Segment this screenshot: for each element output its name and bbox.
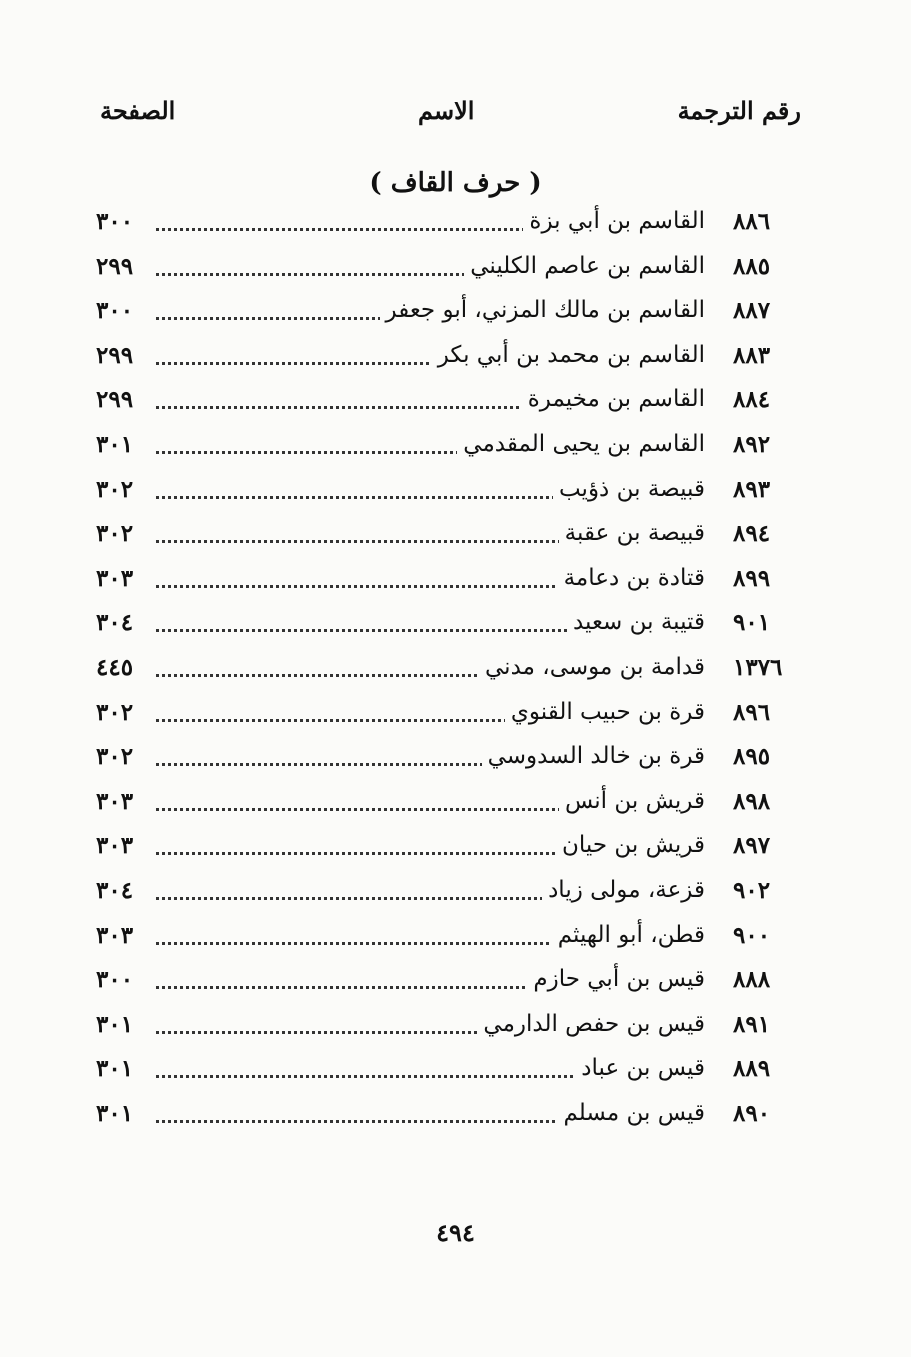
entry-page: ٣٠٢ [96, 743, 134, 770]
entry-name: قدامة بن موسى، مدني [479, 654, 705, 680]
index-entry [0, 247, 911, 291]
entry-name: قرة بن حبيب القنوي [505, 699, 705, 725]
entry-name: قريش بن أنس [559, 788, 705, 814]
entry-page: ٢٩٩ [96, 386, 134, 413]
entry-page: ٣٠٤ [96, 877, 134, 904]
index-entry [0, 425, 911, 469]
page-number: ٤٩٤ [436, 1218, 475, 1247]
entry-number: ٨٨٩ [733, 1055, 771, 1082]
entry-name: القاسم بن يحيى المقدمي [457, 431, 705, 457]
entry-number: ٨٩٤ [733, 520, 771, 547]
header-number-label: رقم الترجمة [677, 96, 801, 125]
column-header [0, 96, 911, 136]
entry-page: ٣٠١ [96, 431, 134, 458]
entry-page: ٣٠٢ [96, 520, 134, 547]
entry-page: ٢٩٩ [96, 253, 134, 280]
index-entry [0, 336, 911, 380]
entry-number: ٨٨٤ [733, 386, 771, 413]
index-entry [0, 693, 911, 737]
entry-number: ٨٨٧ [733, 297, 771, 324]
entry-name: قيس بن مسلم [557, 1100, 705, 1126]
entry-number: ٨٨٥ [733, 253, 771, 280]
entry-name: القاسم بن عاصم الكليني [464, 253, 705, 279]
entry-number: ٩٠١ [733, 609, 771, 636]
entry-name: قبيصة بن ذؤيب [553, 476, 705, 502]
index-entry [0, 1094, 911, 1138]
index-entry [0, 380, 911, 424]
entry-name: قيس بن حفص الدارمي [477, 1011, 705, 1037]
entry-name: قطن، أبو الهيثم [552, 922, 705, 948]
entry-name: القاسم بن مخيمرة [522, 386, 705, 412]
entry-page: ٣٠٢ [96, 699, 134, 726]
index-entry [0, 559, 911, 603]
index-entry [0, 202, 911, 246]
entry-number: ٨٩٠ [733, 1100, 771, 1127]
entry-page: ٣٠٠ [96, 297, 134, 324]
entry-name: قتيبة بن سعيد [567, 609, 705, 635]
entry-number: ٨٩٧ [733, 832, 771, 859]
entry-number: ٨٨٨ [733, 966, 771, 993]
entry-number: ٨٩٨ [733, 788, 771, 815]
header-page-label: الصفحة [100, 96, 176, 125]
entry-number: ٨٩١ [733, 1011, 771, 1038]
entry-page: ٤٤٥ [96, 654, 134, 681]
index-entry [0, 514, 911, 558]
entry-page: ٣٠٢ [96, 476, 134, 503]
entry-number: ٩٠٠ [733, 922, 771, 949]
index-entry [0, 648, 911, 692]
entry-name: القاسم بن محمد بن أبي بكر [432, 342, 705, 368]
header-name-label: الاسم [418, 96, 475, 125]
entry-number: ١٣٧٦ [733, 654, 783, 681]
index-entry [0, 1005, 911, 1049]
index-entry [0, 1049, 911, 1093]
entry-number: ٨٨٦ [733, 208, 771, 235]
entry-page: ٣٠٠ [96, 966, 134, 993]
entry-number: ٨٩٢ [733, 431, 771, 458]
entry-name: القاسم بن مالك المزني، أبو جعفر [380, 297, 706, 323]
entry-number: ٨٨٣ [733, 342, 771, 369]
index-entry [0, 782, 911, 826]
entry-page: ٣٠٠ [96, 208, 134, 235]
entry-page: ٣٠٣ [96, 788, 134, 815]
entry-name: قزعة، مولى زياد [542, 877, 705, 903]
entry-name: قرة بن خالد السدوسي [482, 743, 705, 769]
section-title: ( حرف القاف ) [369, 168, 542, 198]
entry-page: ٢٩٩ [96, 342, 134, 369]
entry-number: ٨٩٥ [733, 743, 771, 770]
entry-page: ٣٠٣ [96, 832, 134, 859]
index-entry [0, 291, 911, 335]
index-entry [0, 826, 911, 870]
index-entry [0, 737, 911, 781]
entry-page: ٣٠٤ [96, 609, 134, 636]
entry-name: قتادة بن دعامة [558, 565, 705, 591]
entry-name: قبيصة بن عقبة [559, 520, 705, 546]
entry-name: القاسم بن أبي بزة [523, 208, 705, 234]
index-entry [0, 960, 911, 1004]
entry-name: قريش بن حيان [556, 832, 705, 858]
entry-name: قيس بن عباد [575, 1055, 705, 1081]
entry-number: ٨٩٣ [733, 476, 771, 503]
entry-page: ٣٠٣ [96, 922, 134, 949]
index-entry [0, 871, 911, 915]
entry-page: ٣٠١ [96, 1055, 134, 1082]
entry-name: قيس بن أبي حازم [527, 966, 705, 992]
entry-number: ٨٩٦ [733, 699, 771, 726]
index-entry [0, 470, 911, 514]
index-entry [0, 603, 911, 647]
entry-number: ٨٩٩ [733, 565, 771, 592]
entry-page: ٣٠١ [96, 1100, 134, 1127]
index-entry [0, 916, 911, 960]
entry-page: ٣٠١ [96, 1011, 134, 1038]
entry-page: ٣٠٣ [96, 565, 134, 592]
entry-number: ٩٠٢ [733, 877, 771, 904]
